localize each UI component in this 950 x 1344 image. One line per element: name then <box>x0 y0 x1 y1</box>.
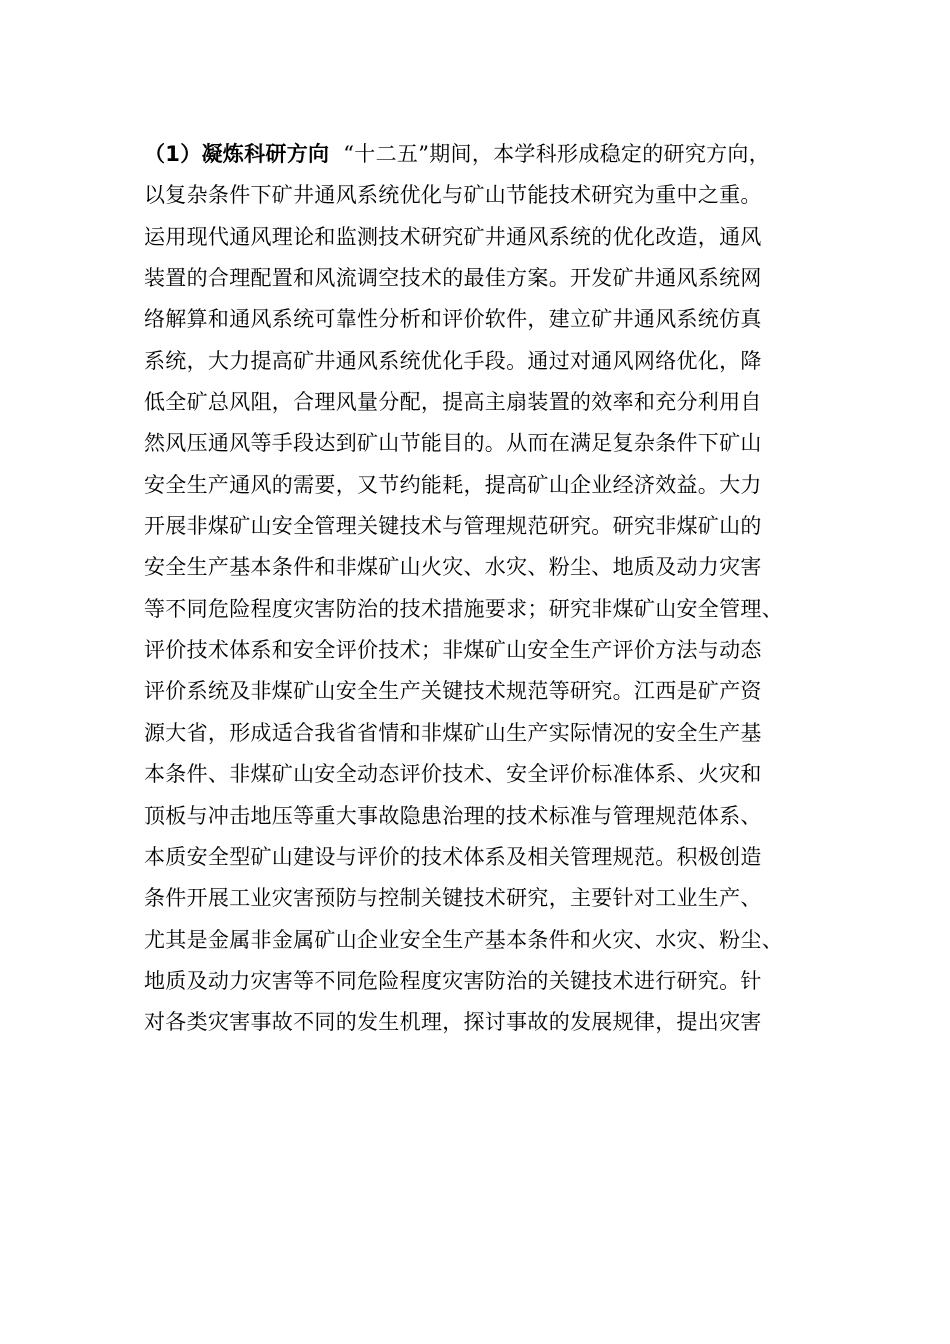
body-paragraph <box>144 134 824 1044</box>
paragraph-line: 系统，大力提高矿井通风系统优化手段。通过对通风网络优化，降 <box>144 348 762 373</box>
paragraph-line: 评价技术体系和安全评价技术；非煤矿山安全生产评价方法与动态 <box>144 638 762 663</box>
paragraph-line: 安全生产通风的需要，又节约能耗，提高矿山企业经济效益。大力 <box>144 472 762 497</box>
paragraph-line: 源大省，形成适合我省省情和非煤矿山生产实际情况的安全生产基 <box>144 720 762 745</box>
paragraph-line: 地质及动力灾害等不同危险程度灾害防治的关键技术进行研究。针 <box>144 968 762 993</box>
paragraph-line: 顶板与冲击地压等重大事故隐患治理的技术标准与管理规范体系、 <box>144 803 762 828</box>
section-heading: （1）凝炼科研方向 <box>144 142 330 166</box>
paragraph-line: 络解算和通风系统可靠性分析和评价软件，建立矿井通风系统仿真 <box>144 307 762 332</box>
paragraph-line: 开展非煤矿山安全管理关键技术与管理规范研究。研究非煤矿山的 <box>144 514 762 539</box>
paragraph-line: 等不同危险程度灾害防治的技术措施要求；研究非煤矿山安全管理、 <box>144 596 783 621</box>
paragraph-line: 条件开展工业灾害预防与控制关键技术研究，主要针对工业生产、 <box>144 886 762 911</box>
paragraph-line-1 <box>144 134 824 175</box>
paragraph-line: 本条件、非煤矿山安全动态评价技术、安全评价标准体系、火灾和 <box>144 762 762 787</box>
paragraph-line: 装置的合理配置和风流调空技术的最佳方案。开发矿井通风系统网 <box>144 266 762 291</box>
paragraph-line: 本质安全型矿山建设与评价的技术体系及相关管理规范。积极创造 <box>144 844 762 869</box>
paragraph-line: 以复杂条件下矿井通风系统优化与矿山节能技术研究为重中之重。 <box>144 183 762 208</box>
paragraph-line: 对各类灾害事故不同的发生机理，探讨事故的发展规律，提出灾害 <box>144 1010 762 1035</box>
paragraph-line: 安全生产基本条件和非煤矿山火灾、水灾、粉尘、地质及动力灾害 <box>144 555 762 580</box>
paragraph-line: 运用现代通风理论和监测技术研究矿井通风系统的优化改造，通风 <box>144 224 762 249</box>
paragraph-line: 评价系统及非煤矿山安全生产关键技术规范等研究。江西是矿产资 <box>144 679 762 704</box>
paragraph-line: 尤其是金属非金属矿山企业安全生产基本条件和火灾、水灾、粉尘、 <box>144 927 783 952</box>
paragraph-line: 然风压通风等手段达到矿山节能目的。从而在满足复杂条件下矿山 <box>144 431 762 456</box>
paragraph-line: 低全矿总风阻，合理风量分配，提高主扇装置的效率和充分利用自 <box>144 390 762 415</box>
first-line-text: “十二五”期间，本学科形成稳定的研究方向， <box>343 142 771 166</box>
heading-spacer <box>329 142 343 166</box>
